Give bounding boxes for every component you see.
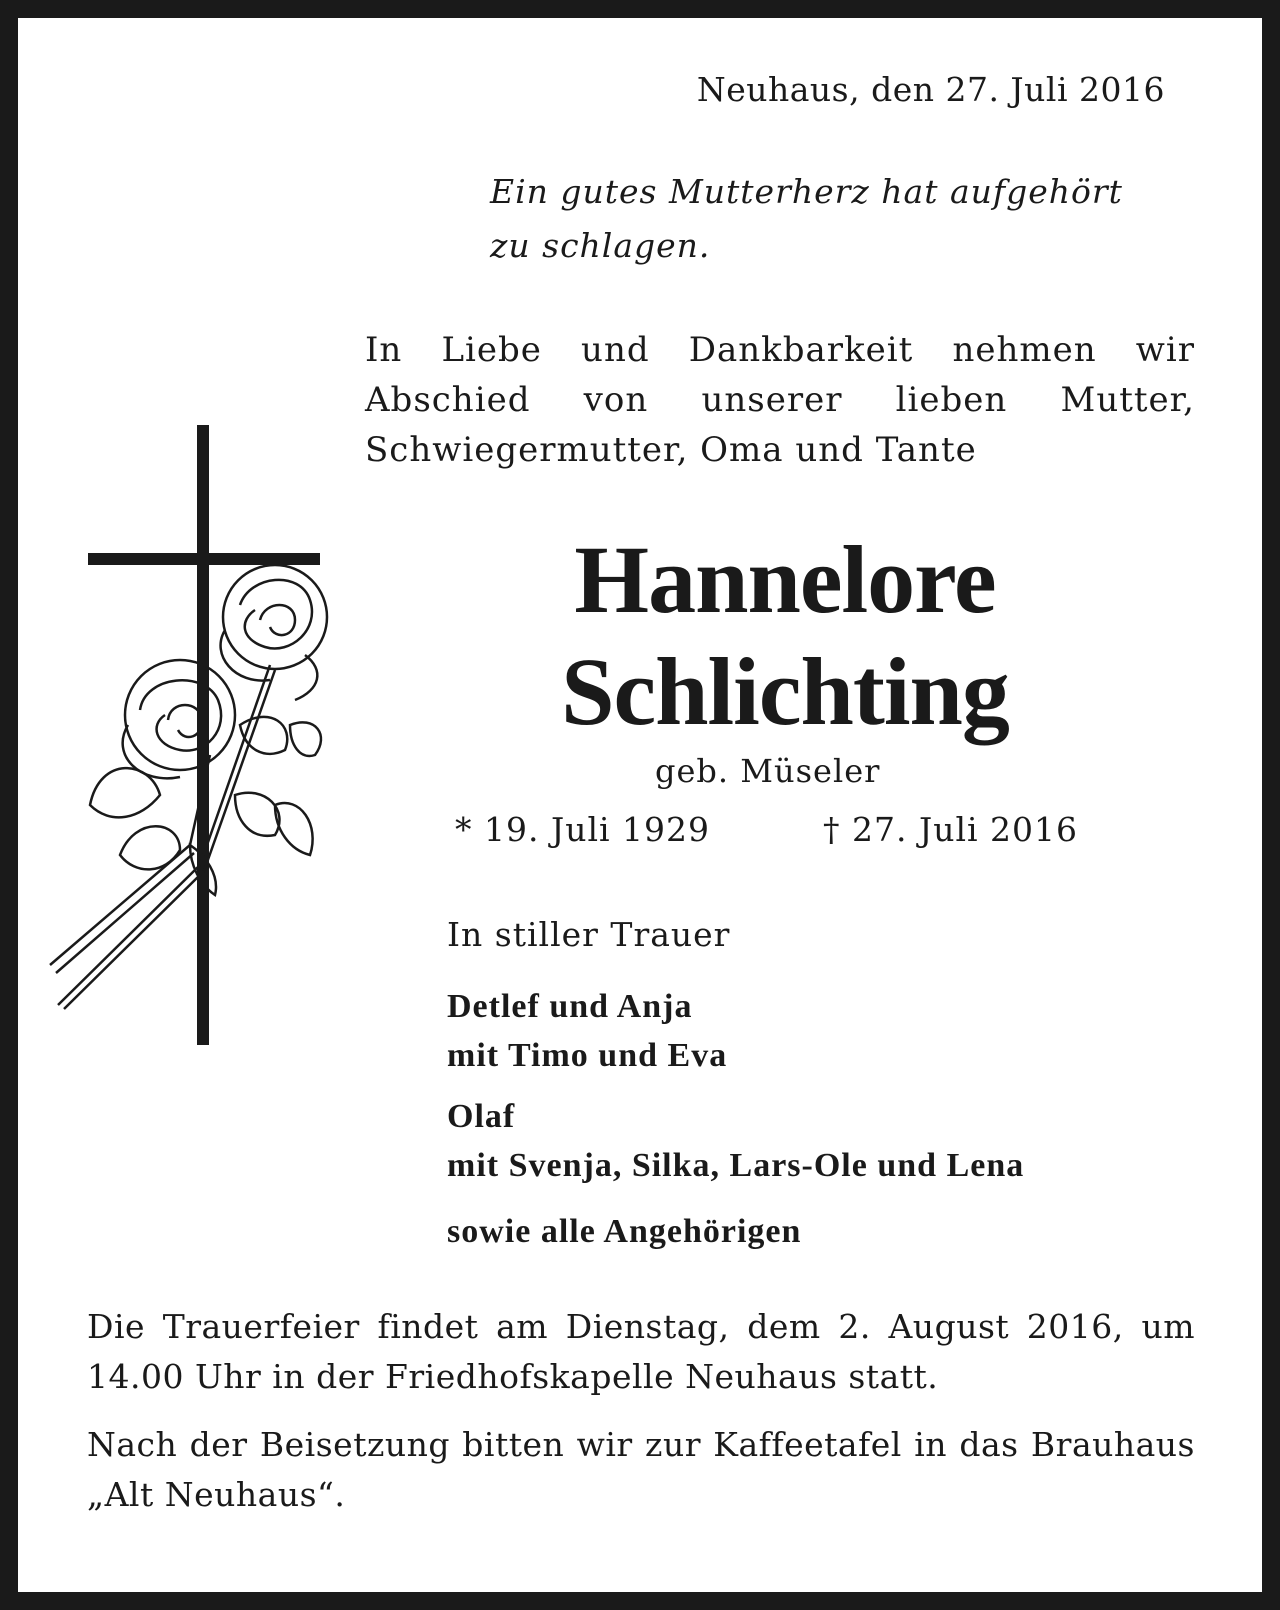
family-relatives: sowie alle Angehörigen [447,1213,802,1250]
maiden-name: geb. Müseler [655,752,881,790]
place-date: Neuhaus, den 27. Juli 2016 [696,70,1165,109]
service-info: Die Trauerfeier findet am Dienstag, dem 2. August 2016, um 14.00 Uhr in der Friedhofskapelle Neuhaus statt. [87,1307,1195,1396]
death-date: † 27. Juli 2016 [823,810,1079,849]
last-name: Schlichting [561,638,1009,745]
cross-with-roses-icon [40,425,340,1065]
motto-line: zu schlagen. [490,226,711,265]
mourning-line: In stiller Trauer [447,915,731,954]
family-line: Detlef und Anja [447,988,693,1025]
motto [490,165,1123,273]
birth-date: * 19. Juli 1929 [455,810,711,849]
first-name: Hannelore [574,526,996,633]
family-line: mit Timo und Eva [447,1037,728,1074]
family-group [447,982,727,1080]
motto-line: Ein gutes Mutterherz hat aufgehört [490,172,1123,211]
family-group [447,1092,1024,1190]
intro-text: In Liebe und Dankbarkeit nehmen wir Abschied von unserer lieben Mutter, Schwiegermutter, Oma und Tante [365,330,1195,470]
reception-info: Nach der Beisetzung bitten wir zur Kaffeetafel in das Brauhaus „Alt Neuhaus“. [87,1425,1195,1514]
family-line: Olaf [447,1098,516,1135]
family-line: mit Svenja, Silka, Lars-Ole und Lena [447,1147,1025,1184]
